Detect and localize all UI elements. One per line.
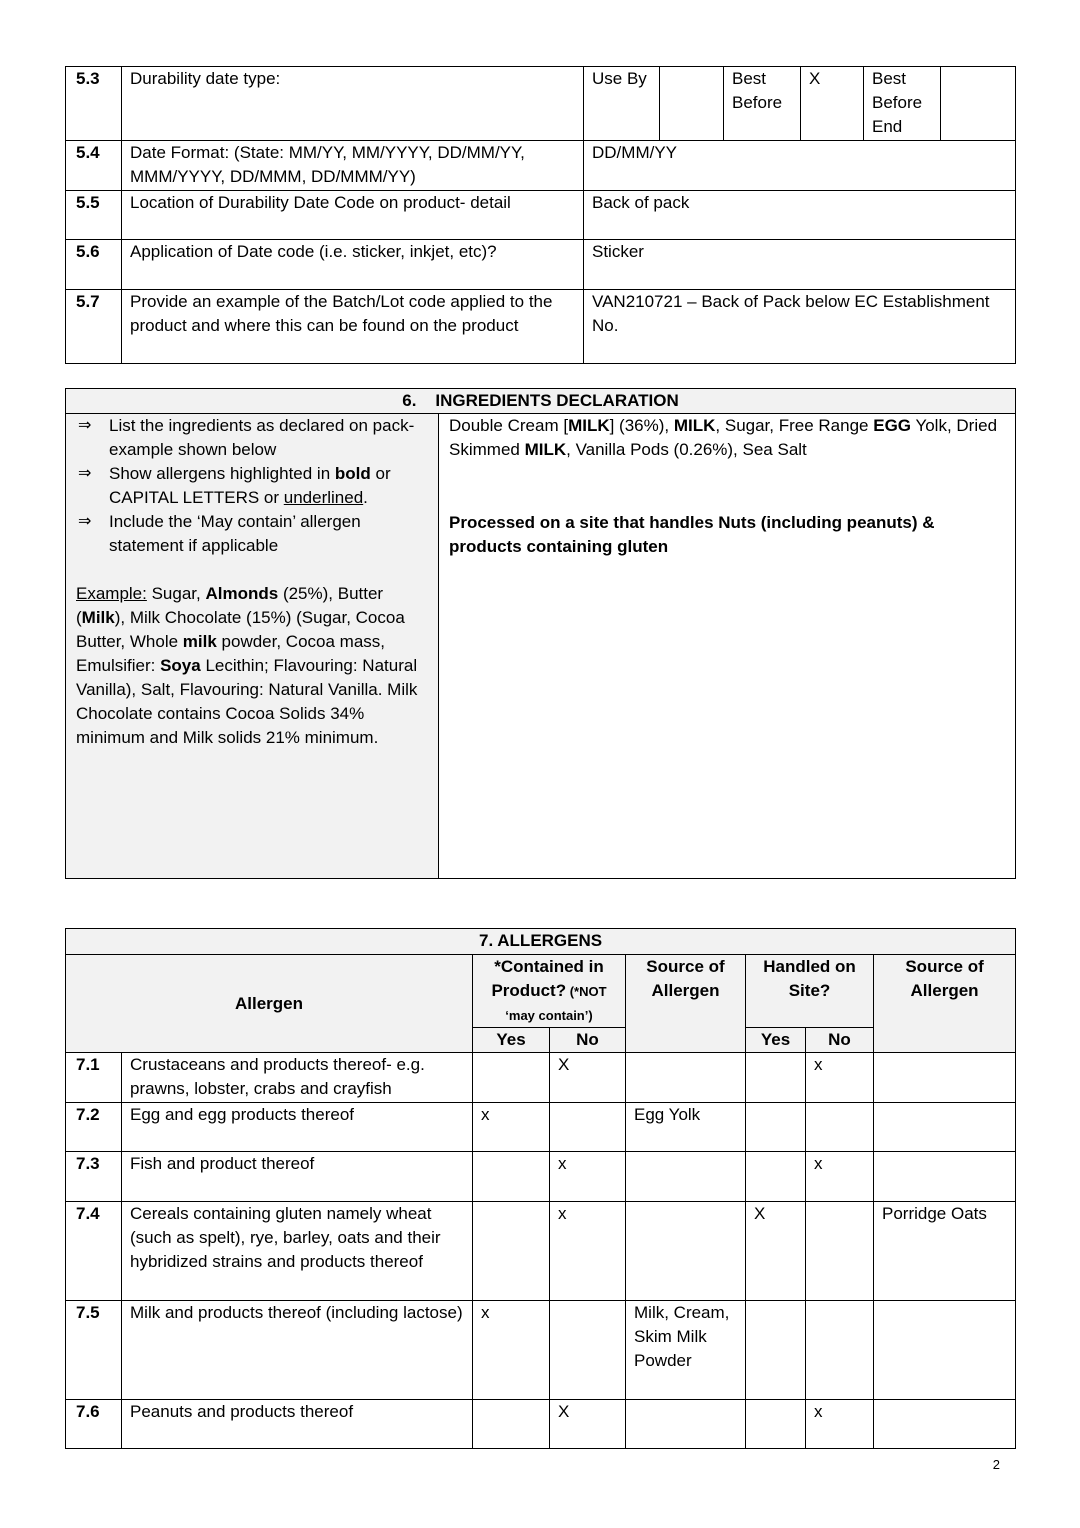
row-label: Date Format: (State: MM/YY, MM/YYYY, DD/MM/YY, MMM/YYYY, DD/MMM, DD/MMM/YY) (122, 141, 584, 191)
table-row (66, 1152, 1016, 1202)
instruction-bold: bold (334, 464, 371, 483)
table-row (66, 1301, 1016, 1400)
example-part: powder, Cocoa mass, Emulsifier: (76, 632, 386, 675)
example-allergen: Milk (81, 608, 115, 627)
allergen-source: Egg Yolk (626, 1103, 746, 1152)
allergen-source (626, 1202, 746, 1301)
allergen-source (626, 1053, 746, 1103)
contained-yes-header: Yes (473, 1028, 550, 1053)
contained-no: X (550, 1053, 626, 1103)
allergen-name: Fish and product thereof (122, 1152, 473, 1202)
example-part: (25%), Butter ( (76, 584, 384, 627)
handled-no: x (806, 1400, 874, 1449)
example-allergen: Soya (160, 656, 201, 675)
section7-table (65, 928, 1016, 1449)
arrow-right-icon: ⇒ (78, 417, 92, 434)
row-value: DD/MM/YY (584, 141, 1016, 191)
row-5-5 (66, 191, 1016, 240)
handled-no: x (806, 1152, 874, 1202)
handled-header: Handled on Site? (746, 955, 874, 1028)
arrow-right-icon: ⇒ (78, 465, 92, 482)
site-source (874, 1400, 1016, 1449)
section7-title: 7. ALLERGENS (66, 929, 1016, 955)
contained-yes: x (473, 1103, 550, 1152)
ingredient-part: ] (36%), (609, 416, 674, 435)
handled-yes (746, 1152, 806, 1202)
use-by-mark (660, 67, 724, 141)
table-row (66, 1400, 1016, 1449)
allergen-name: Egg and egg products thereof (122, 1103, 473, 1152)
ingredient-part: Double Cream [ (449, 416, 569, 435)
site-source (874, 1103, 1016, 1152)
contained-yes (473, 1152, 550, 1202)
handled-yes (746, 1053, 806, 1103)
section5-table (65, 66, 1016, 364)
source-header: Source of Allergen (626, 955, 746, 1053)
section6-title-num: 6. (402, 391, 417, 410)
site-source (874, 1301, 1016, 1400)
contained-yes (473, 1053, 550, 1103)
handled-yes (746, 1103, 806, 1152)
contained-no-header: No (550, 1028, 626, 1053)
handled-yes: X (746, 1202, 806, 1301)
ingredient-part: Yolk, Dried Skimmed (449, 416, 998, 459)
row-value: VAN210721 – Back of Pack below EC Establishment No. (584, 290, 1016, 364)
example-part: Lecithin; Flavouring: Natural Vanilla), Salt, Flavouring: Natural Vanilla. Milk Chocolate contains Cocoa Solids 34% minimum and Milk solids 21% minimum. (76, 656, 418, 747)
may-contain-statement: Processed on a site that handles Nuts (including peanuts) & products containing gluten (449, 513, 935, 556)
allergen-source: Milk, Cream, Skim Milk Powder (626, 1301, 746, 1400)
contained-header-text: *Contained in Product? (491, 957, 604, 1000)
arrow-right-icon: ⇒ (78, 513, 92, 530)
ingredients-text (449, 414, 1005, 462)
instruction-text: . (363, 488, 368, 507)
row-number: 7.3 (66, 1152, 122, 1202)
example-allergen: Almonds (205, 584, 279, 603)
row-value: Back of pack (584, 191, 1016, 240)
site-source (874, 1053, 1016, 1103)
ingredient-part: , Sugar, Free Range (715, 416, 874, 435)
source-header-2: Source of Allergen (874, 955, 1016, 1053)
contained-no: x (550, 1202, 626, 1301)
example-part: ), Milk Chocolate (15%) (Sugar, Cocoa Butter, Whole (76, 608, 405, 651)
example-text (76, 582, 428, 750)
handled-no (806, 1103, 874, 1152)
instruction-item (76, 510, 428, 558)
row-number: 5.3 (66, 67, 122, 141)
instruction-item (76, 414, 428, 462)
row-5-6 (66, 240, 1016, 290)
allergen-name: Milk and products thereof (including lactose) (122, 1301, 473, 1400)
row-5-7 (66, 290, 1016, 364)
row-number: 7.4 (66, 1202, 122, 1301)
allergen-header: Allergen (66, 955, 473, 1053)
allergen-name: Peanuts and products thereof (122, 1400, 473, 1449)
handled-yes (746, 1301, 806, 1400)
section6-table (65, 388, 1016, 879)
row-label: Provide an example of the Batch/Lot code applied to the product and where this can be found on the product (122, 290, 584, 364)
example-label: Example: (76, 584, 147, 603)
contained-no (550, 1301, 626, 1400)
instruction-text: List the ingredients as declared on pack- example shown below (109, 416, 415, 459)
row-number: 7.1 (66, 1053, 122, 1103)
row-number: 7.2 (66, 1103, 122, 1152)
allergen-name: Crustaceans and products thereof- e.g. prawns, lobster, crabs and crayfish (122, 1053, 473, 1103)
instructions-cell (66, 414, 439, 879)
contained-yes (473, 1202, 550, 1301)
row-number: 7.6 (66, 1400, 122, 1449)
section6-title (66, 389, 1016, 414)
instruction-underlined: underlined (283, 488, 364, 507)
contained-yes (473, 1400, 550, 1449)
instruction-text: or CAPITAL LETTERS or (109, 464, 391, 507)
row-label: Durability date type: (122, 67, 584, 141)
handled-no: x (806, 1053, 874, 1103)
instruction-text: Show allergens highlighted in (109, 464, 335, 483)
contained-no (550, 1103, 626, 1152)
row-value: Sticker (584, 240, 1016, 290)
contained-header (473, 955, 626, 1028)
section6-title-text: INGREDIENTS DECLARATION (435, 391, 679, 410)
table-row (66, 1103, 1016, 1152)
contained-header-note: (*NOT ‘may contain’) (505, 984, 607, 1023)
row-5-3 (66, 67, 1016, 141)
best-before-label: Best Before (724, 67, 801, 141)
handled-no (806, 1202, 874, 1301)
ingredient-allergen: MILK (568, 416, 610, 435)
site-source (874, 1152, 1016, 1202)
example-allergen: milk (182, 632, 217, 651)
handled-no-header: No (806, 1028, 874, 1053)
best-before-mark: X (801, 67, 864, 141)
handled-yes-header: Yes (746, 1028, 806, 1053)
handled-yes (746, 1400, 806, 1449)
best-before-end-label: Best Before End (864, 67, 941, 141)
row-number: 5.5 (66, 191, 122, 240)
handled-no (806, 1301, 874, 1400)
example-part: Sugar, (146, 584, 206, 603)
instruction-text: Include the ‘May contain’ allergen statement if applicable (109, 512, 361, 555)
row-label: Location of Durability Date Code on product- detail (122, 191, 584, 240)
page-number: 2 (992, 1457, 1000, 1472)
row-number: 5.4 (66, 141, 122, 191)
row-number: 5.6 (66, 240, 122, 290)
ingredients-cell (439, 414, 1016, 879)
allergen-source (626, 1152, 746, 1202)
site-source: Porridge Oats (874, 1202, 1016, 1301)
row-5-4 (66, 141, 1016, 191)
ingredient-allergen: MILK (673, 416, 716, 435)
row-number: 5.7 (66, 290, 122, 364)
allergen-source (626, 1400, 746, 1449)
contained-no: X (550, 1400, 626, 1449)
ingredient-allergen: MILK (524, 440, 567, 459)
use-by-label: Use By (584, 67, 660, 141)
ingredient-allergen: EGG (873, 416, 912, 435)
contained-yes: x (473, 1301, 550, 1400)
instruction-item (76, 462, 428, 510)
table-row (66, 1202, 1016, 1301)
row-label: Application of Date code (i.e. sticker, inkjet, etc)? (122, 240, 584, 290)
ingredient-part: , Vanilla Pods (0.26%), Sea Salt (566, 440, 807, 459)
instruction-list (76, 414, 428, 558)
row-number: 7.5 (66, 1301, 122, 1400)
table-row (66, 1053, 1016, 1103)
allergen-name: Cereals containing gluten namely wheat (such as spelt), rye, barley, oats and their hybridized strains and products thereof (122, 1202, 473, 1301)
best-before-end-mark (941, 67, 1016, 141)
contained-no: x (550, 1152, 626, 1202)
